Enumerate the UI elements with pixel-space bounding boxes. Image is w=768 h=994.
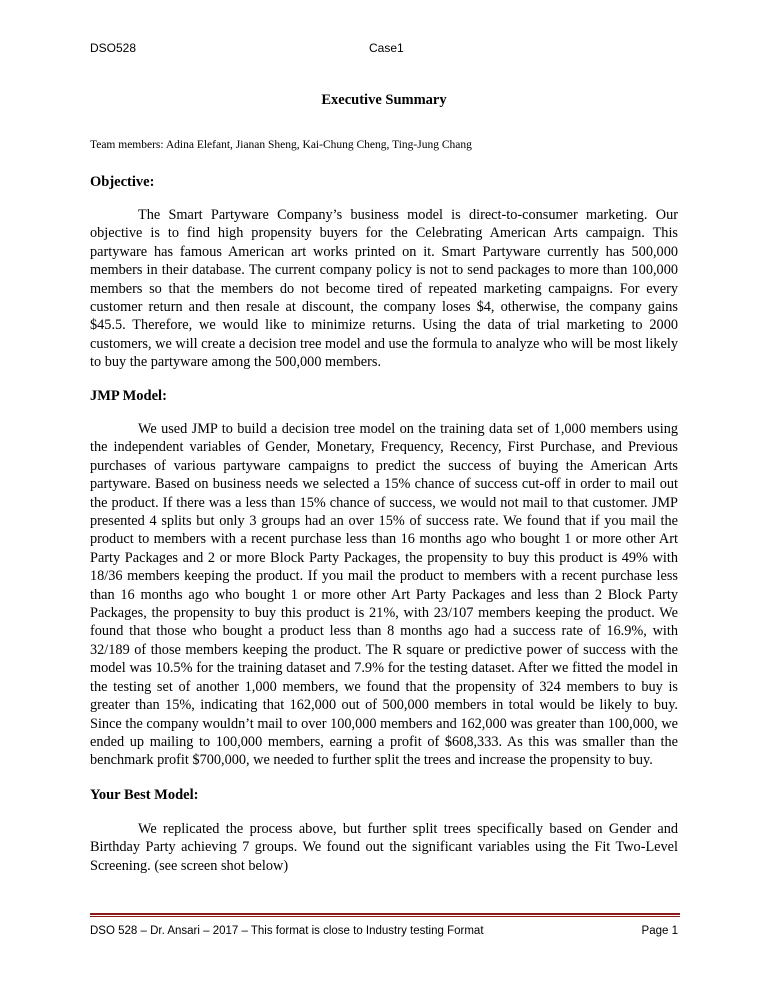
- header-case-label: Case1: [369, 41, 404, 55]
- objective-paragraph: The Smart Partyware Company’s business model is direct-to-consumer marketing. Our objective is to find high propensity buyers for the Celebrating American Arts campaign. This partyware has famous American art works printed on it. Smart Partyware currently has 500,000 members in their database. The current company policy is not to send packages to more than 100,000 members so that the members do not become tired of repeated marketing campaigns. For every customer return and then resale at discount, the company loses $4, otherwise, the company gains $45.5. Therefore, we would like to minimize returns. Using the data of trial marketing to 2000 customers, we will create a decision tree model and use the formula to analyze who will be most likely to buy the partyware among the 500,000 members.: [90, 207, 678, 371]
- footer-page-number: Page 1: [641, 925, 678, 937]
- footer-course-info: DSO 528 – Dr. Ansari – 2017 – This format is close to Industry testing Format: [90, 925, 484, 937]
- team-members-line: Team members: Adina Elefant, Jianan Sheng, Kai-Chung Cheng, Ting-Jung Chang: [90, 139, 472, 151]
- footer-rule-thick: [90, 913, 680, 915]
- footer-rule-thin: [90, 916, 680, 917]
- page-title: Executive Summary: [321, 92, 447, 108]
- best-model-paragraph: We replicated the process above, but further split trees specifically based on Gender and Birthday Party achieving 7 groups. We found out the significant variables using the Fit Two-Level Screening. (see screen shot below): [90, 821, 678, 874]
- best-model-heading: Your Best Model:: [90, 787, 199, 803]
- objective-heading: Objective:: [90, 174, 155, 190]
- jmp-model-heading: JMP Model:: [90, 388, 167, 404]
- jmp-model-paragraph: We used JMP to build a decision tree model on the training data set of 1,000 members using the independent variables of Gender, Monetary, Frequency, Recency, First Purchase, and Previous purchases of various partyware campaigns to predict the success of buying the American Arts partyware. Based on business needs we selected a 15% chance of success cut-off in order to mail out the product. If there was a less than 15% chance of success, we would not mail to that customer. JMP presented 4 splits but only 3 groups had an over 15% of success rate. We found that if you mail the product to members with a recent purchase less than 16 months ago who bought 1 or more other Art Party Packages and 2 or more Block Party Packages, the propensity to buy this product is 49% with 18/36 members keeping the product. If you mail the product to members with a recent purchase less than 16 months ago who bought 1 or more other Art Party Packages and less than 2 Block Party Packages, the propensity to buy this product is 21%, with 23/107 members keeping the product. We found that those who bought a product less than 8 months ago had a success rate of 16.9%, with 32/189 of those members keeping the product. The R square or predictive power of success with the model was 10.5% for the training dataset and 7.9% for the testing dataset. After we fitted the model in the testing set of another 1,000 members, we found that the propensity of 324 members to buy is greater than 15%, indicating that 162,000 out of 500,000 members in total would be likely to buy. Since the company wouldn’t mail to over 100,000 members and 162,000 was greater than 100,000, we ended up mailing to 100,000 members, earning a profit of $608,333. As this was smaller than the benchmark profit $700,000, we needed to further split the trees and increase the propensity to buy.: [90, 421, 678, 769]
- header-course-code: DSO528: [90, 41, 137, 55]
